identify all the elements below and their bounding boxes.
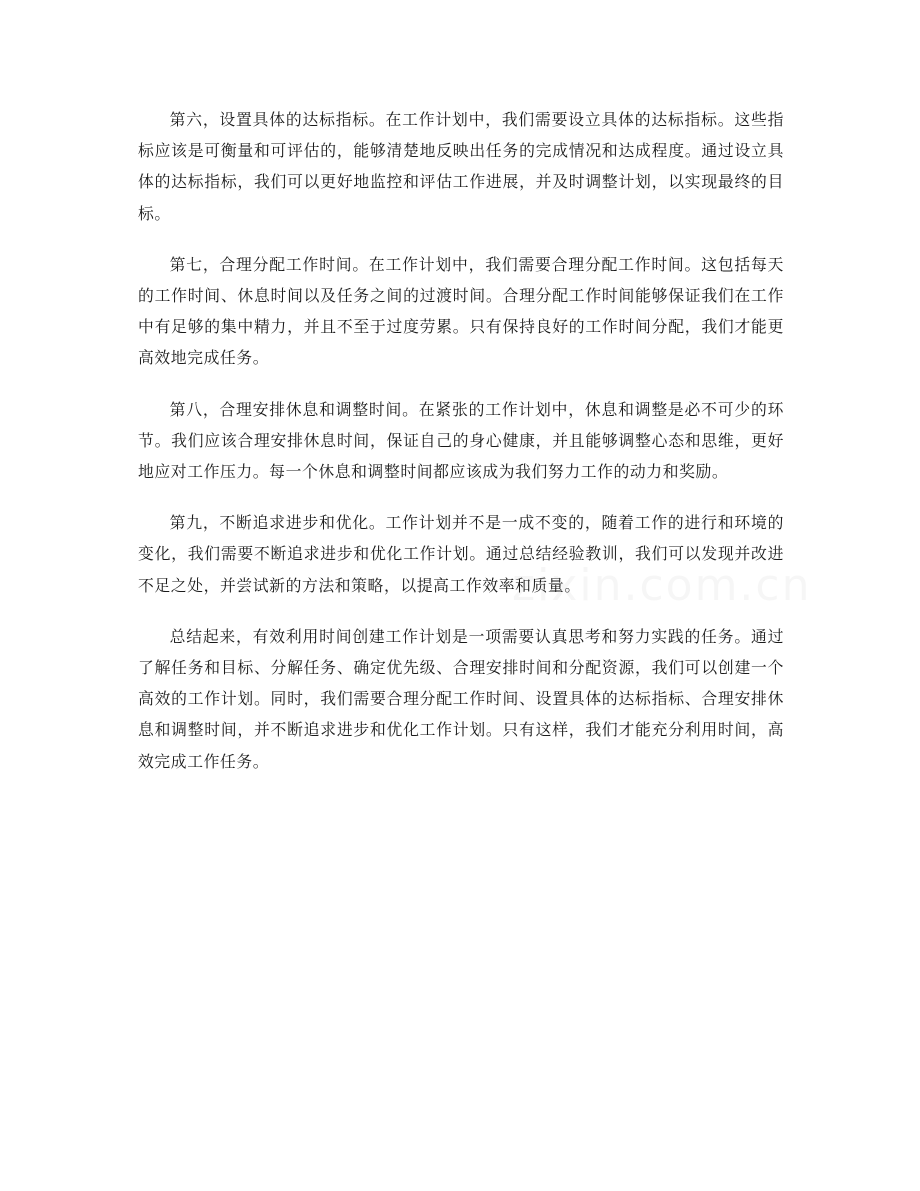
paragraph-ninth: 第九，不断追求进步和优化。工作计划并不是一成不变的，随着工作的进行和环境的变化，我们需要不断追求进步和优化工作计划。通过总结经验教训，我们可以发现并改进不足之处，并尝试新的方法和策略，以提高工作效率和质量。	[138, 513, 784, 595]
paragraph-sixth: 第六，设置具体的达标指标。在工作计划中，我们需要设立具体的达标指标。这些指标应该是可衡量和可评估的，能够清楚地反映出任务的完成情况和达成程度。通过设立具体的达标指标，我们可以更好地监控和评估工作进展，并及时调整计划，以实现最终的目标。	[138, 110, 784, 223]
watermark: zixin.com.cn	[512, 560, 812, 611]
paragraph-summary: 总结起来，有效利用时间创建工作计划是一项需要认真思考和努力实践的任务。通过了解任务和目标、分解任务、确定优先级、合理安排时间和分配资源，我们可以创建一个高效的工作计划。同时，我们需要合理分配工作时间、设置具体的达标指标、合理安排休息和调整时间，并不断追求进步和优化工作计划。只有这样，我们才能充分利用时间，高效完成工作任务。	[138, 626, 784, 771]
document-body	[138, 104, 784, 797]
paragraph-seventh: 第七，合理分配工作时间。在工作计划中，我们需要合理分配工作时间。这包括每天的工作时间、休息时间以及任务之间的过渡时间。合理分配工作时间能够保证我们在工作中有足够的集中精力，并且不至于过度劳累。只有保持良好的工作时间分配，我们才能更高效地完成任务。	[138, 254, 784, 368]
paragraph-eighth: 第八，合理安排休息和调整时间。在紧张的工作计划中，休息和调整是必不可少的环节。我们应该合理安排休息时间，保证自己的身心健康，并且能够调整心态和思维，更好地应对工作压力。每一个休息和调整时间都应该成为我们努力工作的动力和奖励。	[138, 399, 784, 482]
